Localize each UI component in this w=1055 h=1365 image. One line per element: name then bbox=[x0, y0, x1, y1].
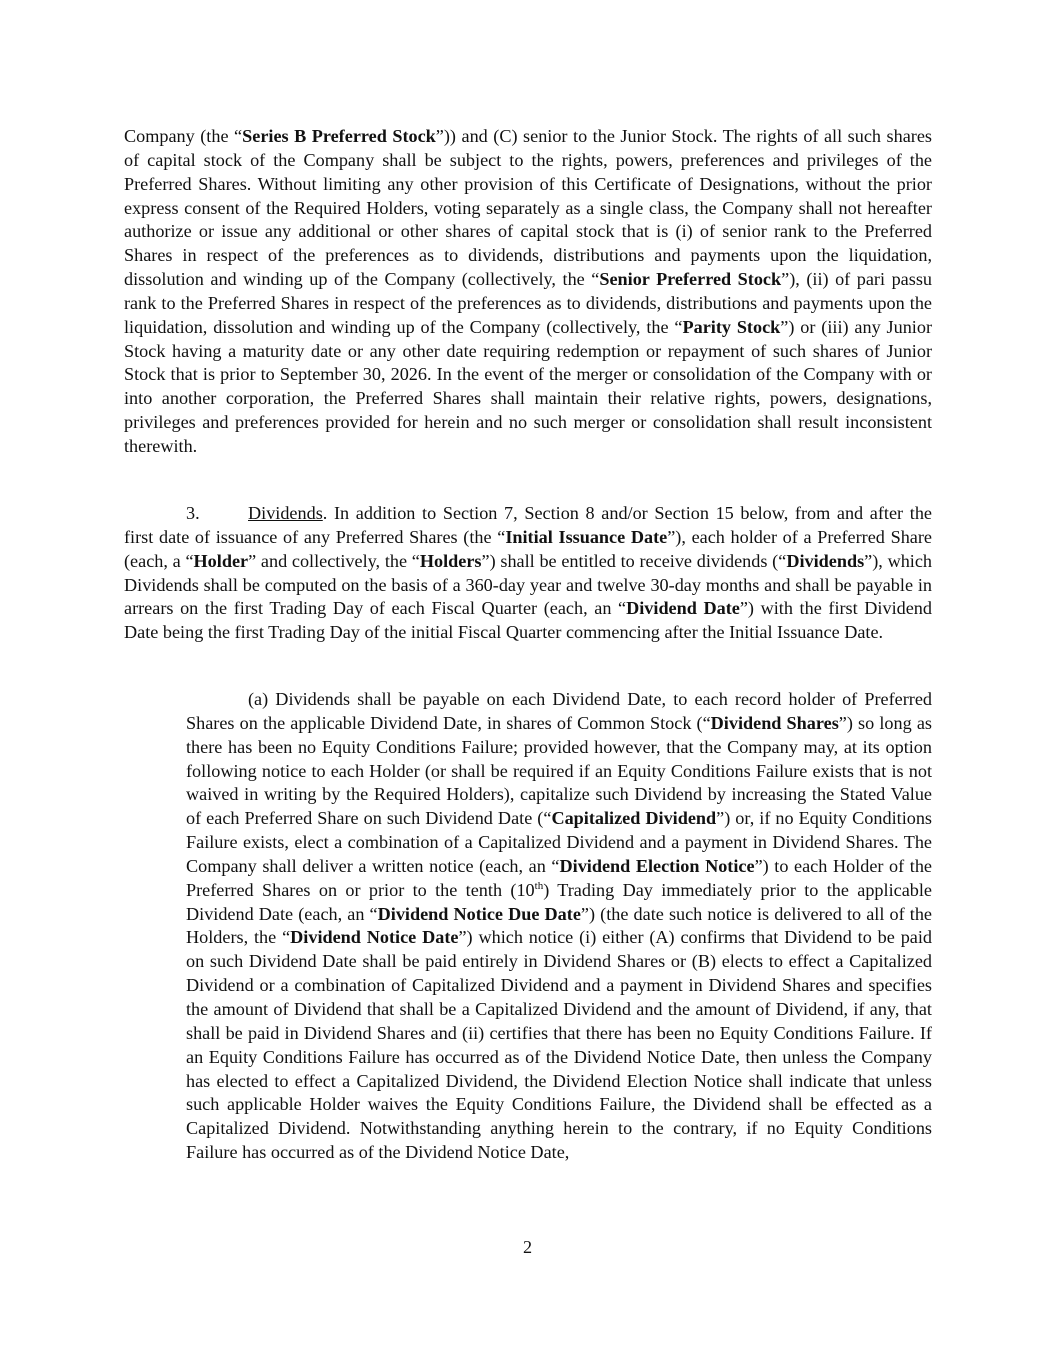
section-3-dividends bbox=[124, 502, 932, 645]
defined-term: Dividends bbox=[786, 550, 865, 571]
defined-term: Dividend Shares bbox=[710, 712, 839, 733]
defined-term: Dividend Notice Date bbox=[290, 927, 459, 948]
defined-term: Dividend Election Notice bbox=[559, 855, 755, 876]
defined-term: Series B Preferred Stock bbox=[242, 126, 436, 146]
ordinal-suffix: th bbox=[534, 879, 544, 892]
defined-term: Capitalized Dividend bbox=[551, 808, 717, 829]
section-body: . In addition to Section 7, Section 8 and/or Section 15 below, from and after the first date of issuance of any Preferred Shares (the “Initial Issuance Date”), each holder of a Preferred Share (each, a “Holder” and collectively, the “Holders”) shall be entitled to receive dividends (“Dividends”), which Dividends shall be computed on the basis of a 360-day year and twelve 30-day months and shall be payable in arrears on the first Trading Day of each Fiscal Quarter (each, an “Dividend Date”) with the first Dividend Date being the first Trading Day of the initial Fiscal Quarter commencing after the Initial Issuance Date. bbox=[124, 503, 933, 643]
defined-term: Holders bbox=[419, 550, 482, 571]
defined-term: Dividend Date bbox=[626, 598, 740, 619]
page-number: 2 bbox=[522, 1237, 533, 1257]
defined-term: Senior Preferred Stock bbox=[599, 269, 782, 290]
defined-term: Holder bbox=[193, 550, 249, 571]
defined-term: Dividend Notice Due Date bbox=[377, 903, 581, 924]
subsection-a-dividend-payment: (a) Dividends shall be payable on each Dividend Date, to each record holder of Preferred Shares on the applicable Dividend Date, in shares of Common Stock (“Dividend Shares”) so long as there has been no Equity Conditions Failure; provided however, that the Company may, at its option following notice to each Holder (or shall be required if an Equity Conditions Failure exists that is not waived in writing by the Required Holders), capitalize such Dividend by increasing the Stated Value of each Preferred Share on such Dividend Date (“Capitalized Dividend”) or, if no Equity Conditions Failure exists, elect a combination of a Capitalized Dividend and a payment in Dividend Shares. The Company shall deliver a written notice (each, an “Dividend Election Notice”) to each Holder of the Preferred Shares on or prior to the tenth (10th) Trading Day immediately prior to the applicable Dividend Date (each, an “Dividend Notice Due Date”) (the date such notice is delivered to all of the Holders, the “Dividend Notice Date”) which notice (i) either (A) confirms that Dividend to be paid on such Dividend Date shall be paid entirely in Dividend Shares or (B) elects to effect a Capitalized Dividend or a combination of Capitalized Dividend and a payment in Dividend Shares and specifies the amount of Dividend that shall be a Capitalized Dividend and the amount of Dividend, if any, that shall be paid in Dividend Shares and (ii) certifies that there has been no Equity Conditions Failure. If an Equity Conditions Failure has occurred as of the Dividend Notice Date, then unless the Company has elected to effect a Capitalized Dividend, the Dividend Election Notice shall indicate that unless such applicable Holder waives the Equity Conditions Failure, the Dividend shall be effected as a Capitalized Dividend. Notwithstanding anything herein to the contrary, if no Equity Conditions Failure has occurred as of the Dividend Notice Date, bbox=[186, 689, 933, 1163]
paragraph-capital-stock-rank: Company (the “Series B Preferred Stock”)) and (C) senior to the Junior Stock. The rights of all such shares of capital stock of the Company shall be subject to the rights, powers, preferences and privileges of the Preferred Shares. Without limiting any other provision of this Certificate of Designations, without the prior express consent of the Required Holders, voting separately as a single class, the Company shall not hereafter authorize or issue any additional or other shares of capital stock that is (i) of senior rank to the Preferred Shares in respect of the preferences as to dividends, distributions and payments upon the liquidation, dissolution and winding up of the Company (collectively, the “Senior Preferred Stock”), (ii) of pari passu rank to the Preferred Shares in respect of the preferences as to dividends, distributions and payments upon the liquidation, dissolution and winding up of the Company (collectively, the “Parity Stock”) or (iii) any Junior Stock having a maturity date or any other date requiring redemption or repayment of such shares of Junior Stock that is prior to September 30, 2026. In the event of the merger or consolidation of the Company with or into another corporation, the Preferred Shares shall maintain their relative rights, powers, designations, privileges and preferences provided for herein and no such merger or consolidation shall result inconsistent therewith. bbox=[124, 126, 932, 456]
section-heading: Dividends bbox=[248, 503, 323, 523]
defined-term: Parity Stock bbox=[682, 316, 781, 337]
section-number: 3. bbox=[186, 503, 200, 523]
defined-term: Initial Issuance Date bbox=[505, 526, 668, 547]
